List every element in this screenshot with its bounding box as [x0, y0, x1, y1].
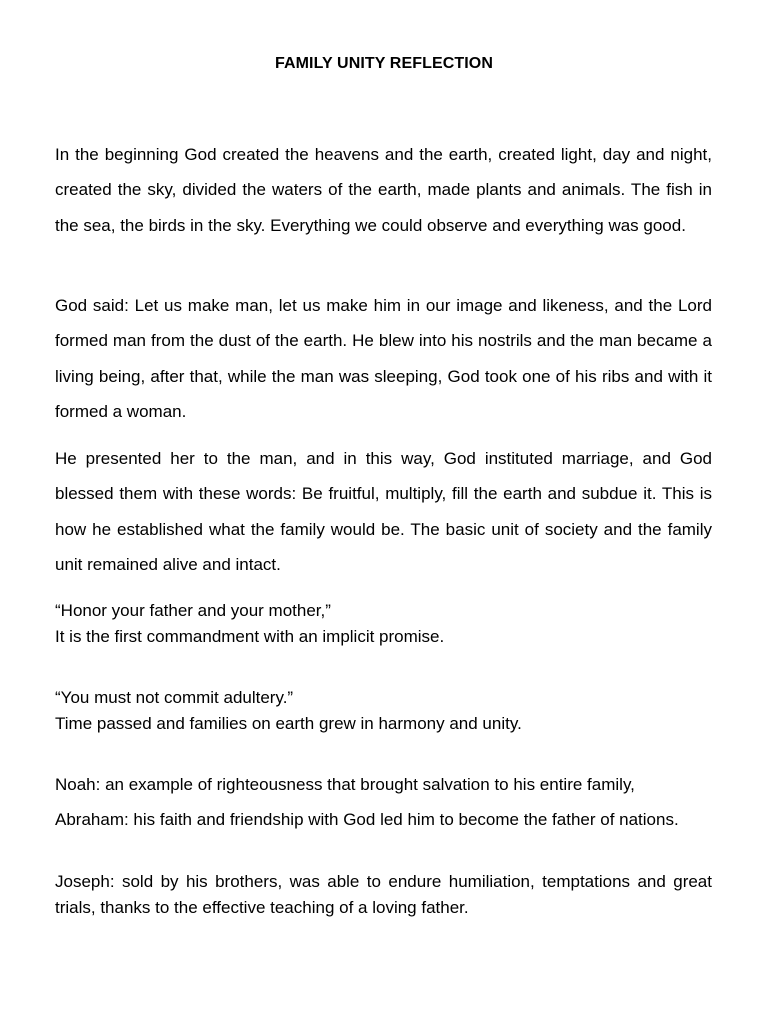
paragraph-creation-text: In the beginning God created the heavens and the earth, created light, day and night, created the sky, divided the waters of the earth, made plants and animals. The fish in the sea, the birds in the sky. Everything we could observe and everything was good. — [55, 145, 712, 235]
paragraph-man-formed-text: God said: Let us make man, let us make him in our image and likeness, and the Lord formed man from the dust of the earth. He blew into his nostrils and the man became a living being, after that, while the man was sleeping, God took one of his ribs and with it formed a woman. — [55, 296, 712, 422]
paragraph-man-formed — [55, 288, 712, 430]
example-joseph: Joseph: sold by his brothers, was able to endure humiliation, temptations and great trials, thanks to the effective teaching of a loving father. — [55, 872, 712, 917]
quote-adultery: “You must not commit adultery.” — [55, 688, 294, 707]
quote-honor-parents: “Honor your father and your mother,” — [55, 601, 331, 620]
quote-adultery-comment: Time passed and families on earth grew in harmony and unity. — [55, 714, 522, 733]
paragraph-marriage-text: He presented her to the man, and in this way, God instituted marriage, and God blessed them with these words: Be fruitful, multiply, fill the earth and subdue it. This is how he established what the family would be. The basic unit of society and the family unit remained alive and intact. — [55, 449, 712, 575]
quote-honor-parents-comment: It is the first commandment with an implicit promise. — [55, 627, 445, 646]
example-noah: Noah: an example of righteousness that brought salvation to his entire family, — [55, 775, 635, 794]
example-abraham: Abraham: his faith and friendship with God led him to become the father of nations. — [55, 810, 679, 829]
paragraph-marriage — [55, 441, 712, 583]
document-title: FAMILY UNITY REFLECTION — [274, 55, 494, 72]
paragraph-creation — [55, 137, 712, 243]
